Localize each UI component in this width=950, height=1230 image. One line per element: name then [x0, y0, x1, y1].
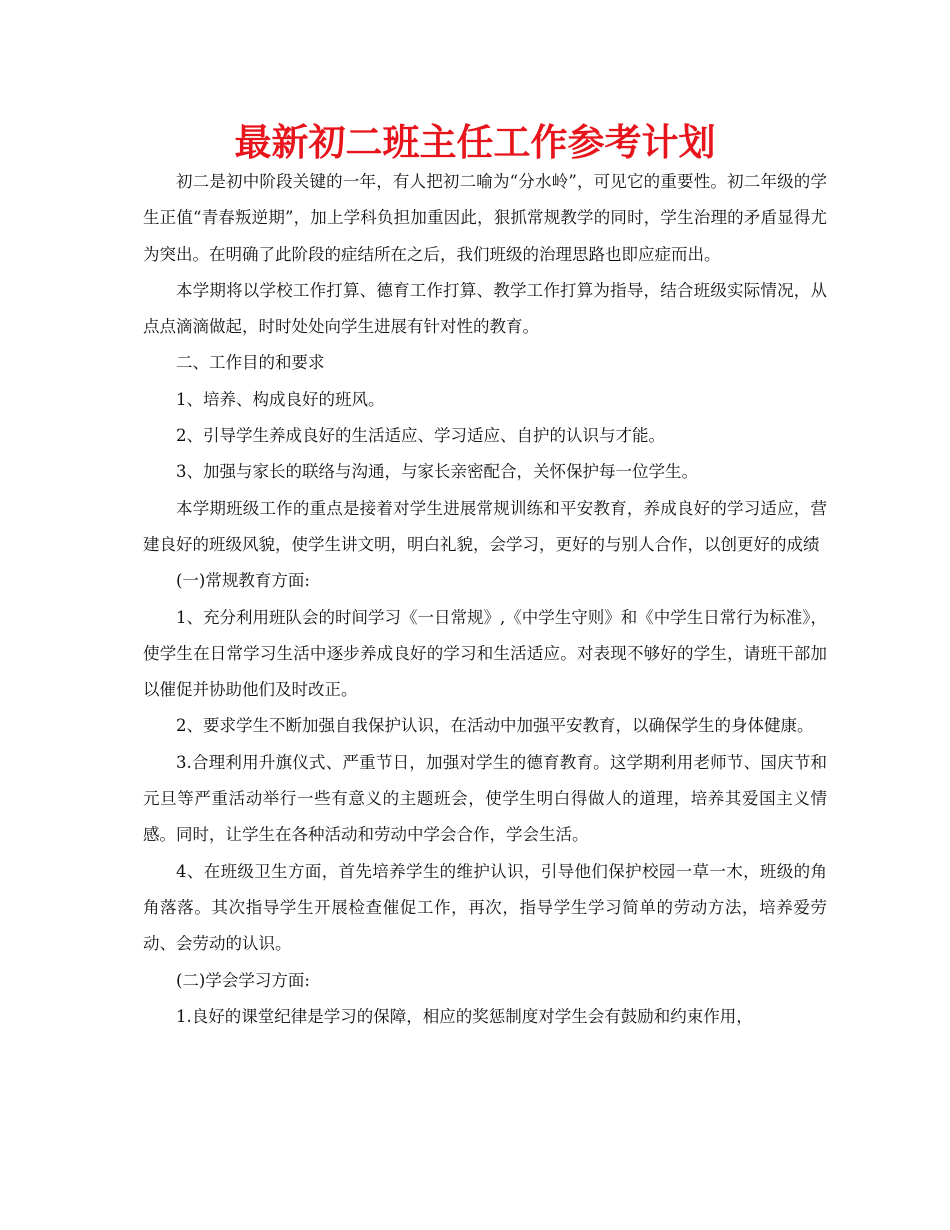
section-heading: (一)常规教育方面:: [176, 571, 310, 591]
list-item: 1、充分利用班队会的时间学习《一日常规》,《中学生守则》和《中学生日常行为标准》，使学生在日常学习生活中逐步养成良好的学习和生活适应。对表现不够好的学生，请班干部加以催促并协助他们及时改正。: [143, 607, 827, 700]
paragraph: 初二是初中阶段关键的一年，有人把初二喻为“分水岭”，可见它的重要性。初二年级的学生正值“青春叛逆期”，加上学科负担加重因此，狠抓常规教学的同时，学生治理的矛盾显得尤为突出。在明确了此阶段的症结所在之后，我们班级的治理思路也即应症而出。: [143, 172, 827, 264]
list-item: 1.良好的课堂纪律是学习的保障，相应的奖惩制度对学生会有鼓励和约束作用，: [176, 1006, 753, 1026]
paragraph: 本学期将以学校工作打算、德育工作打算、教学工作打算为指导，结合班级实际情况，从点点滴滴做起，时时处处向学生进展有针对性的教育。: [143, 280, 827, 337]
list-item: 2、引导学生养成良好的生活适应、学习适应、自护的认识与才能。: [176, 426, 665, 446]
document-title: 最新初二班主任工作参考计划: [234, 121, 716, 164]
section-heading: (二)学会学习方面:: [176, 970, 310, 990]
list-item: 3.合理利用升旗仪式、严重节日，加强对学生的德育教育。这学期利用老师节、国庆节和元旦等严重活动举行一些有意义的主题班会，使学生明白得做人的道理，培养其爱国主义情感。同时，让学生在各种活动和劳动中学会合作，学会生活。: [143, 752, 827, 845]
document-body: [143, 164, 827, 1035]
list-item: 2、要求学生不断加强自我保护认识，在活动中加强平安教育，以确保学生的身体健康。: [176, 716, 814, 736]
list-item: 1、培养、构成良好的班风。: [176, 389, 385, 409]
list-item: 4、在班级卫生方面，首先培养学生的维护认识，引导他们保护校园一草一木，班级的角角落落。其次指导学生开展检查催促工作，再次，指导学生学习简单的劳动方法，培养爱劳动、会劳动的认识。: [143, 861, 827, 954]
list-item: 3、加强与家长的联络与沟通，与家长亲密配合，关怀保护每一位学生。: [176, 462, 698, 482]
section-heading: 二、工作目的和要求: [176, 353, 325, 373]
paragraph: 本学期班级工作的重点是接着对学生进展常规训练和平安教育，养成良好的学习适应，营建良好的班级风貌，使学生讲文明，明白礼貌，会学习，更好的与别人合作，以创更好的成绩: [143, 498, 827, 554]
